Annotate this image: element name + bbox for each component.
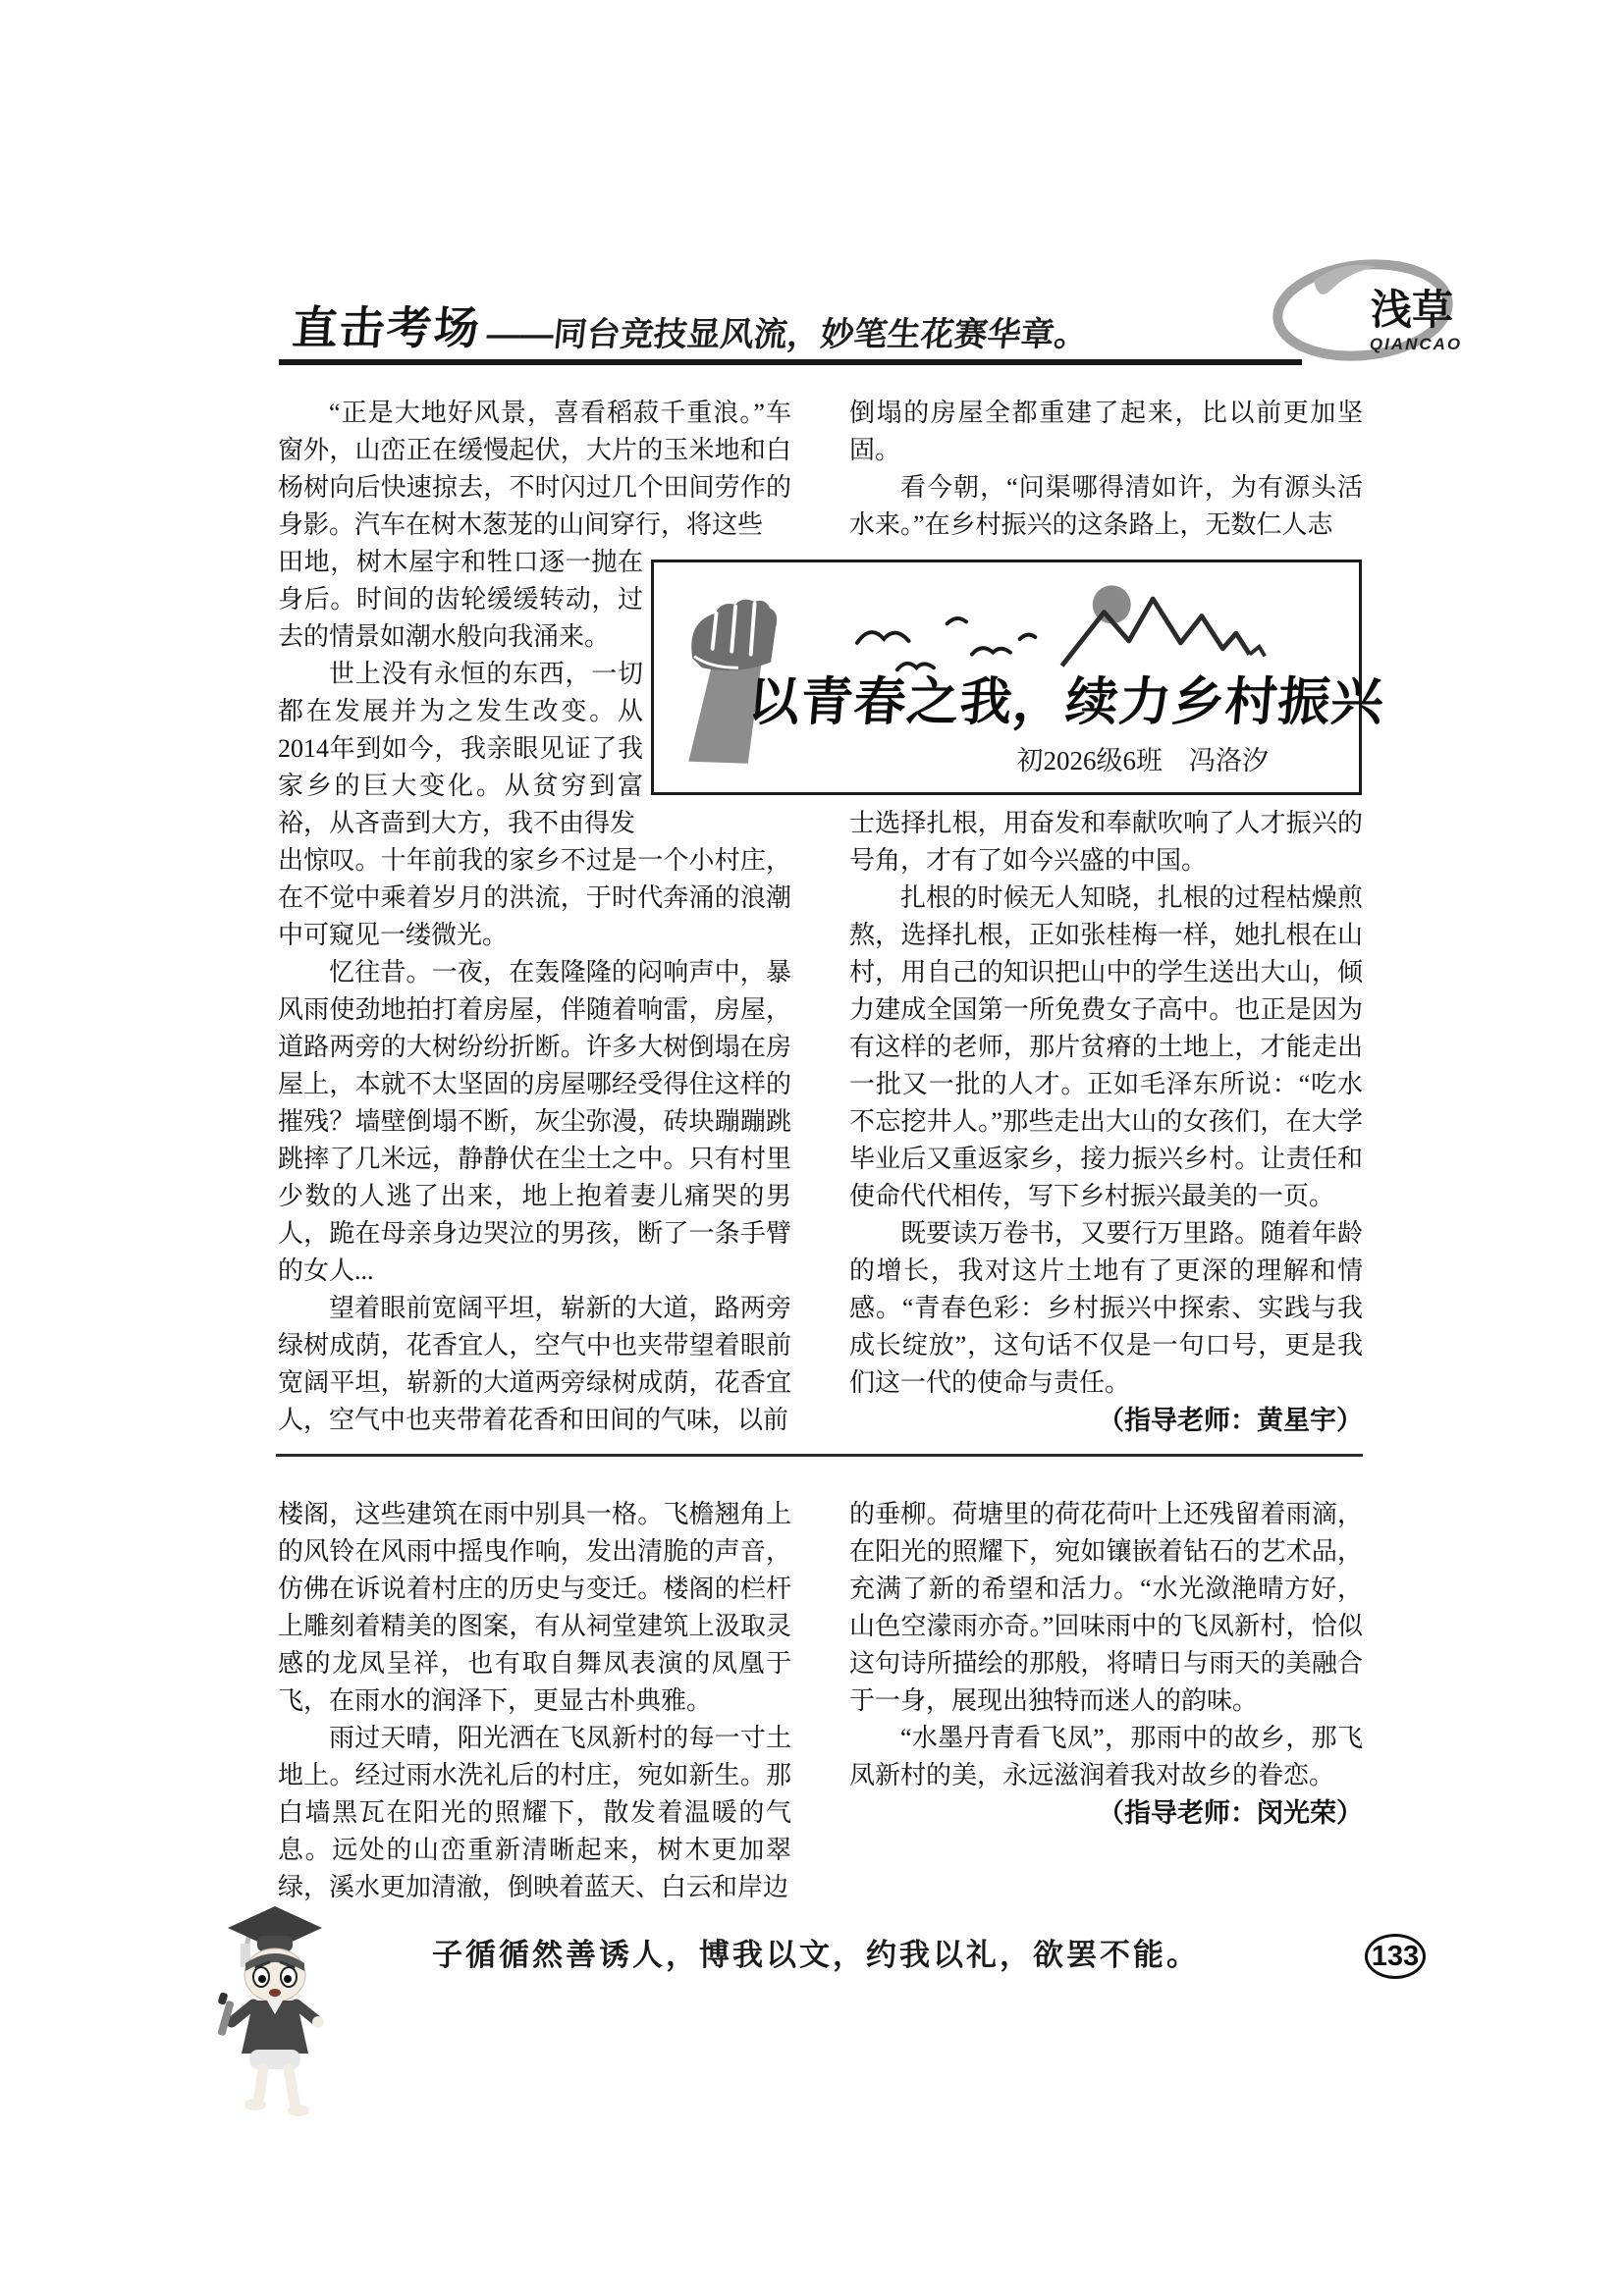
banner-byline: 初2026级6班 冯洛汐 — [1016, 746, 1269, 775]
paragraph: 世上没有永恒的东西，一切都在发展并为之发生改变。从2014年到如今，我亲眼见证了我家乡的巨大变化。从贫穷到富裕，从吝啬到大方，我不由得发 — [278, 660, 643, 837]
mountain-sun-icon — [1062, 585, 1266, 666]
page-header — [290, 294, 1274, 357]
article1-right-block2 — [849, 805, 1363, 1439]
article1-right-block1 — [849, 395, 1363, 544]
qiancao-logo — [1272, 249, 1481, 367]
paragraph: 的垂柳。荷塘里的荷花荷叶上还残留着雨滴，在阳光的照耀下，宛如镶嵌着钻石的艺术品，充满了新的希望和活力。“水光潋滟晴方好，山色空濛雨亦奇。”回味雨中的飞凤新村，恰似这句诗所描绘的那般，将晴日与雨天的美融合于一身，展现出独特而迷人的韵味。 — [849, 1500, 1363, 1715]
paragraph: 望着眼前宽阔平坦，崭新的大道，路两旁绿树成荫，花香宜人，空气中也夹带望着眼前宽阔平坦，崭新的大道两旁绿树成荫，花香宜人，空气中也夹带着花香和田间的气味，以前 — [278, 1294, 791, 1434]
essay-title-banner — [651, 560, 1387, 795]
teacher-credit: （指导老师：黄星宇） — [1098, 1406, 1363, 1435]
paragraph: “正是大地好风景，喜看稻菽千重浪。”车窗外，山峦正在缓慢起伏，大片的玉米地和白杨树向后快速掠去，不时闪过几个田间劳作的身影。汽车在树木葱茏的山间穿行，将这些 — [278, 399, 791, 539]
article2-left-column — [278, 1496, 791, 1906]
paragraph: 看今朝，“问渠哪得清如许，为有源头活水来。”在乡村振兴的这条路上，无数仁人志 — [849, 473, 1363, 539]
paragraph: 忆往昔。一夜，在轰隆隆的闷响声中，暴风雨使劲地拍打着房屋，伴随着响雷，房屋，道路两旁的大树纷纷折断。许多大树倒塌在房屋上，本就不太坚固的房屋哪经受得住这样的摧残？墙壁倒塌不断，灰尘弥漫，砖块蹦蹦跳跳摔了几米远，静静伏在尘土之中。只有村里少数的人逃了出来，地上抱着妻儿痛哭的男人，跪在母亲身边哭泣的男孩，断了一条手臂的女人... — [278, 958, 791, 1285]
paragraph: 扎根的时候无人知晓，扎根的过程枯燥煎熬，选择扎根，正如张桂梅一样，她扎根在山村，用自己的知识把山中的学生送出大山，倾力建成全国第一所免费女子高中。也正是因为有这样的老师，那片贫瘠的土地上，才能走出一批又一批的人才。正如毛泽东所说：“吃水不忘挖井人。”那些走出大山的女孩们，在大学毕业后又重返家乡，接力振兴乡村。让责任和使命代代相传，写下乡村振兴最美的一页。 — [849, 883, 1363, 1210]
section-tagline: ——同台竞技显风流，妙笔生花赛华章。 — [484, 316, 1090, 353]
paragraph: 士选择扎根，用奋发和奉献吹响了人才振兴的号角，才有了如今兴盛的中国。 — [849, 809, 1363, 875]
logo-ellipse-icon — [1272, 249, 1481, 367]
teacher-credit: （指导老师：闵光荣） — [1098, 1798, 1363, 1828]
article1-left-block1 — [278, 395, 791, 544]
svg-text:QIANCAO: QIANCAO — [1369, 335, 1463, 353]
paragraph: “水墨丹青看飞凤”，那雨中的故乡，那飞凤新村的美，永远滋润着我对故乡的眷恋。 — [849, 1724, 1363, 1789]
paragraph: 楼阁，这些建筑在雨中别具一格。飞檐翘角上的风铃在风雨中摇曳作响，发出清脆的声音，仿佛在诉说着村庄的历史与变迁。楼阁的栏杆上雕刻着精美的图案，有从祠堂建筑上汲取灵感的龙凤呈祥，也有取自舞凤表演的凤凰于飞，在雨水的润泽下，更显古朴典雅。 — [278, 1500, 791, 1715]
article1-left-narrow-block — [278, 544, 643, 842]
article1-left-block3 — [278, 842, 791, 1439]
paragraph: 田地，树木屋宇和牲口逐一抛在身后。时间的齿轮缓缓转动，过去的情景如潮水般向我涌来。 — [278, 548, 643, 651]
article2-right-column — [849, 1496, 1363, 1832]
paragraph: 出惊叹。十年前我的家乡不过是一个小村庄，在不觉中乘着岁月的洪流，于时代奔涌的浪潮中可窥见一缕微光。 — [278, 846, 791, 949]
paragraph: 倒塌的房屋全都重建了起来，比以前更加坚固。 — [849, 399, 1363, 464]
paragraph: 雨过天晴，阳光洒在飞凤新村的每一寸土地上。经过雨水洗礼后的村庄，宛如新生。那白墙黑瓦在阳光的照耀下，散发着温暖的气息。远处的山峦重新清晰起来，树木更加翠绿，溪水更加清澈，倒映着蓝天、白云和岸边 — [278, 1724, 791, 1901]
article-divider — [276, 1454, 1363, 1457]
header-rule — [279, 359, 1302, 365]
scholar-mascot — [216, 1883, 336, 2130]
paragraph: 既要读万卷书，又要行万里路。随着年龄的增长，我对这片土地有了更深的理解和情感。“青春色彩：乡村振兴中探索、实践与我成长绽放”，这句话不仅是一句口号，更是我们这一代的使命与责任。 — [849, 1219, 1363, 1397]
svg-text:浅草: 浅草 — [1370, 289, 1454, 334]
page-number-badge — [1365, 1934, 1426, 1979]
banner-title: 以青春之我，续力乡村振兴 — [745, 674, 1387, 731]
scholar-mascot-icon — [216, 1883, 336, 2130]
page-number: 133 — [1371, 1940, 1420, 1972]
section-title: 直击考场 — [290, 302, 483, 353]
footer-quote: 子循循然善诱人，博我以文，约我以礼，欲罢不能。 — [432, 1938, 1200, 1972]
